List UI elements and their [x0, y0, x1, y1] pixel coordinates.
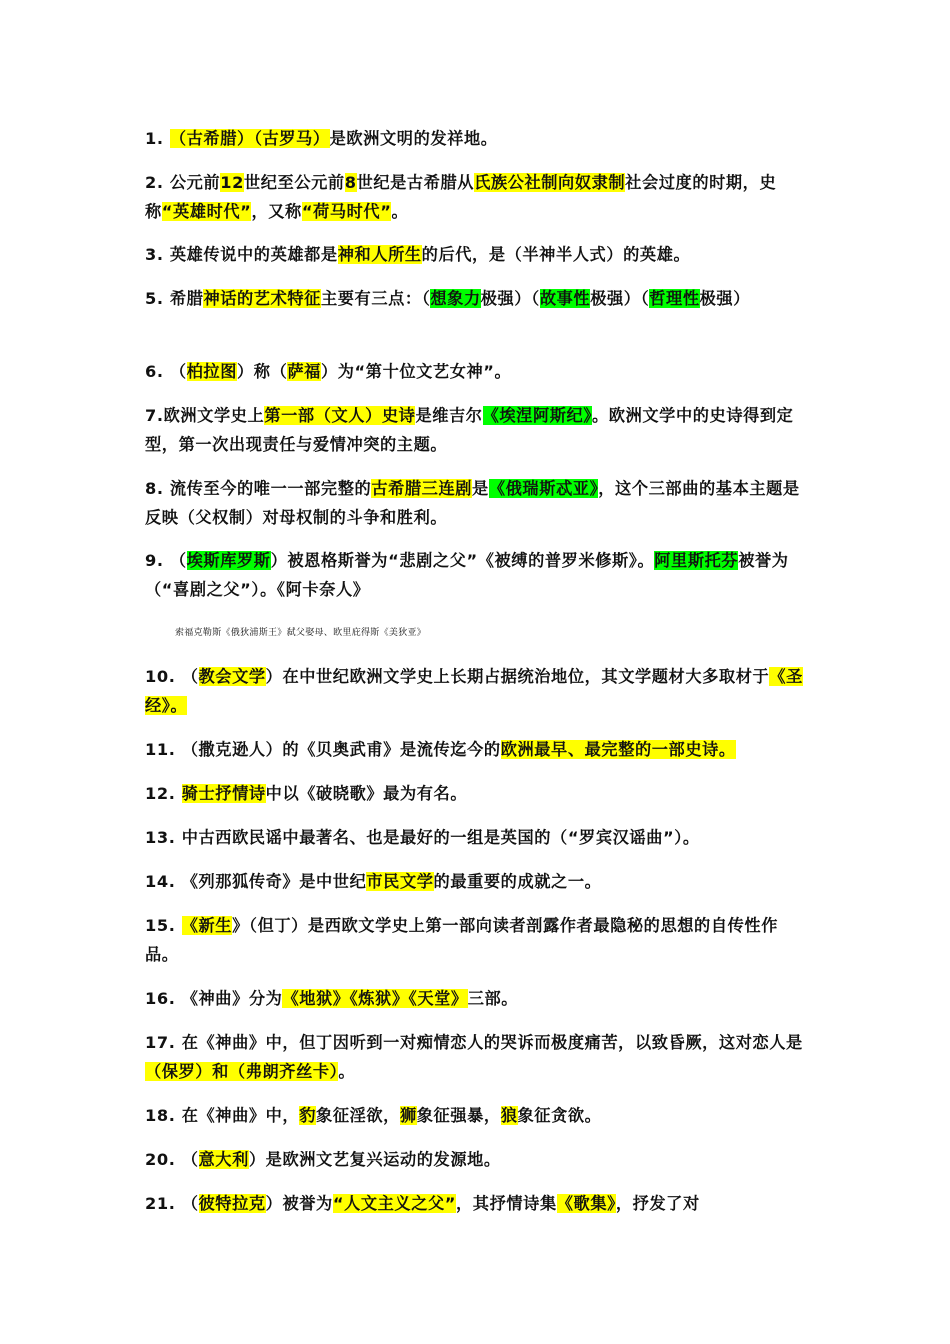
text-segment: 12. — [145, 784, 182, 803]
text-segment: 被誉为（“喜剧之父”）。《阿卡奈人》 — [145, 551, 789, 599]
text-segment: 三部。 — [467, 989, 519, 1008]
highlighted-text: 《圣经》。 — [145, 667, 803, 715]
highlighted-text: 古希腊三连剧 — [371, 479, 473, 498]
text-segment: ，其抒情诗集 — [456, 1194, 557, 1213]
highlighted-text: 神话的艺术特征 — [203, 289, 321, 308]
text-segment: ）在中世纪欧洲文学史上长期占据统治地位，其文学题材大多取材于 — [265, 667, 770, 686]
highlighted-text: 教会文学 — [198, 667, 266, 686]
question-item-6 — [145, 401, 810, 459]
text-segment: 极强）（ — [480, 289, 540, 308]
text-segment: 极强）（ — [590, 289, 650, 308]
text-segment: 15. — [145, 916, 182, 935]
text-segment: 。欧洲文学中的史诗得到定型，第一次出现责任与爱情冲突的主题。 — [145, 406, 794, 454]
text-segment: 20. （ — [145, 1150, 199, 1169]
highlighted-text: “人文主义之父” — [332, 1194, 457, 1213]
text-segment: ）被誉为 — [265, 1194, 333, 1213]
question-item-13 — [145, 867, 810, 896]
highlighted-text: 豹 — [299, 1106, 317, 1125]
text-segment: 。 — [391, 202, 409, 221]
text-segment: ）为“第十位文艺女神”。 — [320, 362, 512, 381]
text-segment: 9. （ — [145, 551, 187, 570]
highlighted-text: 埃斯库罗斯 — [186, 551, 271, 570]
highlighted-text: 故事性 — [539, 289, 591, 308]
highlighted-text: “荷马时代” — [301, 202, 392, 221]
text-segment: 是欧洲文明的发祥地。 — [329, 129, 498, 148]
highlighted-text: 第一部（文人）史诗 — [264, 406, 416, 425]
highlighted-text: 彼特拉克 — [198, 1194, 266, 1213]
question-item-18 — [145, 1145, 810, 1174]
question-item-19 — [145, 1189, 810, 1218]
highlighted-text: 柏拉图 — [186, 362, 238, 381]
highlighted-text: 意大利 — [198, 1150, 249, 1169]
text-segment: 中以《破晓歌》最为有名。 — [265, 784, 468, 803]
highlighted-text: （保罗）和（弗朗齐丝卡） — [145, 1062, 339, 1081]
highlighted-text: 8 — [344, 173, 357, 192]
text-segment: 社会过度的时期，史称 — [145, 173, 777, 221]
question-item-7 — [145, 474, 810, 532]
text-segment: 世纪是古希腊从 — [356, 173, 475, 192]
text-segment: 8. 流传至今的唯一一部完整的 — [145, 479, 372, 498]
question-item-1 — [145, 124, 810, 153]
highlighted-text: 《俄瑞斯忒亚》 — [488, 479, 599, 498]
text-segment: ）被恩格斯誉为“悲剧之父”《被缚的普罗米修斯》。 — [270, 551, 655, 570]
text-segment: ）称（ — [237, 362, 288, 381]
text-segment: ，又称 — [251, 202, 302, 221]
question-item-15 — [145, 984, 810, 1013]
highlighted-text: 想象力 — [430, 289, 481, 308]
highlighted-text: 狮 — [399, 1106, 417, 1125]
text-segment: 象征贪欲。 — [517, 1106, 602, 1125]
text-segment: 14. 《列那狐传奇》是中世纪 — [145, 872, 367, 891]
highlighted-text: 骑士抒情诗 — [181, 784, 266, 803]
highlighted-text: “英雄时代” — [161, 202, 252, 221]
highlighted-text: 氏族公社制向奴隶制 — [474, 173, 626, 192]
text-segment: 3. 英雄传说中的英雄都是 — [145, 245, 338, 264]
text-segment: 13. 中古西欧民谣中最著名、也是最好的一组是英国的（“罗宾汉谣曲”）。 — [145, 828, 700, 847]
text-segment: 象征强暴， — [416, 1106, 501, 1125]
text-segment: 世纪至公元前 — [243, 173, 345, 192]
text-segment: 是 — [472, 479, 489, 498]
highlighted-text: 神和人所生 — [337, 245, 422, 264]
footnote-annotation: 索福克勒斯《俄狄浦斯王》弑父娶母、欧里庇得斯《美狄亚》 — [175, 628, 427, 638]
text-segment: 6. （ — [145, 362, 187, 381]
text-segment: ，抒发了对 — [615, 1194, 700, 1213]
question-item-9 — [145, 662, 810, 720]
question-item-17 — [145, 1101, 810, 1130]
highlighted-text: 欧洲最早、最完整的一部史诗。 — [500, 740, 736, 759]
question-item-16 — [145, 1028, 810, 1086]
text-segment: 是维吉尔 — [415, 406, 483, 425]
text-segment: 》（但丁）是西欧文学史上第一部向读者剖露作者最隐秘的思想的自传性作品。 — [145, 916, 778, 964]
question-item-14 — [145, 911, 810, 969]
highlighted-text: 市民文学 — [366, 872, 434, 891]
text-segment: 。 — [338, 1062, 356, 1081]
text-segment: 主要有三点：（ — [320, 289, 431, 308]
question-item-8 — [145, 546, 810, 604]
text-segment: 极强） — [699, 289, 750, 308]
text-segment: 10. （ — [145, 667, 199, 686]
question-item-3 — [145, 240, 810, 269]
highlighted-text: 《埃涅阿斯纪》 — [482, 406, 593, 425]
text-segment: 1. — [145, 129, 170, 148]
highlighted-text: 哲理性 — [649, 289, 700, 308]
question-item-12 — [145, 823, 810, 852]
text-segment: 18. 在《神曲》中， — [145, 1106, 300, 1125]
question-item-4 — [145, 284, 810, 313]
text-segment: 象征淫欲， — [316, 1106, 400, 1125]
question-item-2 — [145, 168, 810, 226]
text-segment: ，这个三部曲的基本主题是反映（父权制）对母权制的斗争和胜利。 — [145, 479, 800, 527]
question-item-11 — [145, 779, 810, 808]
highlighted-text: 《地狱》《炼狱》《天堂》 — [282, 989, 468, 1008]
highlighted-text: 《新生 — [181, 916, 233, 935]
highlighted-text: （古希腊）（古罗马） — [169, 129, 330, 148]
text-segment: ）是欧洲文艺复兴运动的发源地。 — [248, 1150, 501, 1169]
highlighted-text: 萨福 — [287, 362, 321, 381]
highlighted-text: 狼 — [500, 1106, 518, 1125]
text-segment: 的后代，是（半神半人式）的英雄。 — [421, 245, 691, 264]
question-item-5 — [145, 357, 810, 386]
text-segment: 21. （ — [145, 1194, 199, 1213]
highlighted-text: 阿里斯托芬 — [654, 551, 739, 570]
text-segment: 2. 公元前 — [145, 173, 221, 192]
text-segment: 11. （撒克逊人）的《贝奥武甫》是流传迄今的 — [145, 740, 501, 759]
text-segment: 7.欧洲文学史上 — [145, 406, 265, 425]
highlighted-text: 《歌集》 — [556, 1194, 616, 1213]
highlighted-text: 12 — [220, 173, 244, 192]
text-segment: 17. 在《神曲》中，但丁因听到一对痴情恋人的哭诉而极度痛苦，以致昏厥，这对恋人是 — [145, 1033, 803, 1052]
text-segment: 的最重要的成就之一。 — [433, 872, 602, 891]
question-item-10 — [145, 735, 810, 764]
text-segment: 16. 《神曲》分为 — [145, 989, 283, 1008]
text-segment: 5. 希腊 — [145, 289, 204, 308]
